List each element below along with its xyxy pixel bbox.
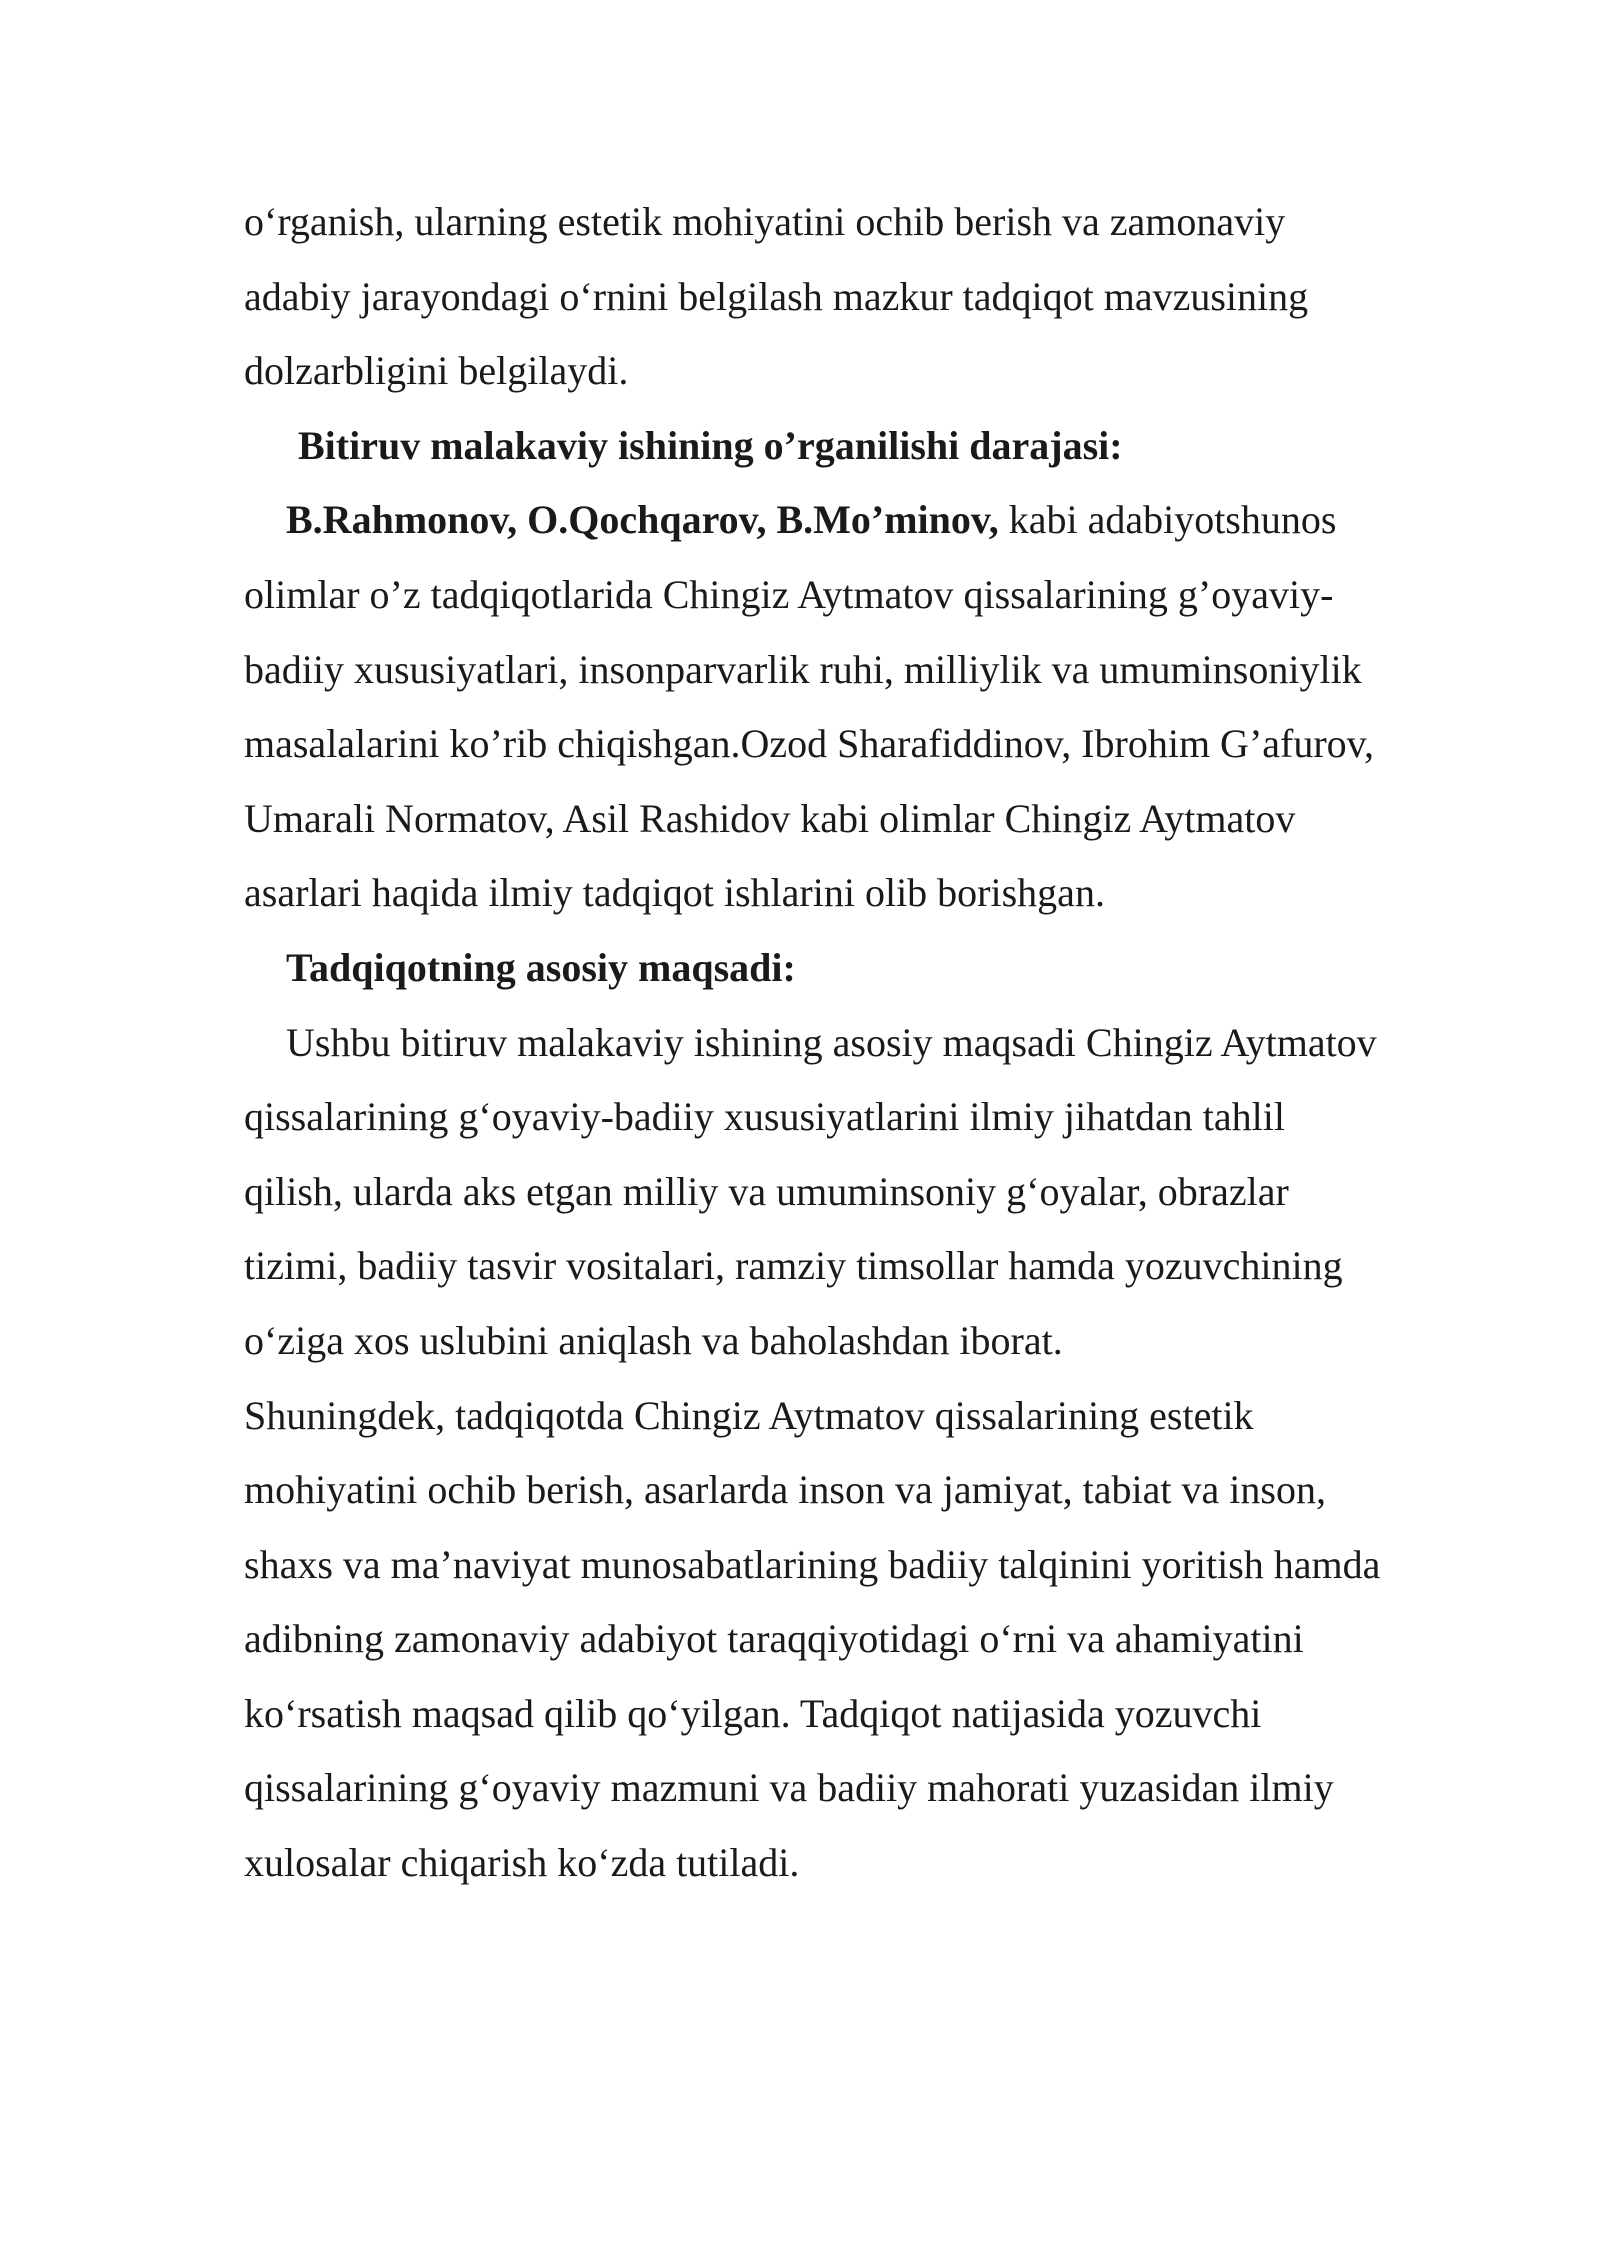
paragraph-scholars: B.Rahmonov, O.Qochqarov, B.Mo’minov, kabi adabiyotshunos olimlar o’z tadqiqotlarida Chingiz Aytmatov qissalarining g’oyaviy- badiiy xususiyatlari, insonparvarlik ruhi, milliylik va umuminsoniylik masalalarini ko’rib chiqishgan.Ozod Sharafiddinov, Ibrohim G’afurov, Umarali Normatov, Asil Rashidov kabi olimlar Chingiz Aytmatov asarlari haqida ilmiy tadqiqot ishlarini olib borishgan. bbox=[244, 497, 1375, 916]
paragraph-intro: o‘rganish, ularning estetik mohiyatini ochib berish va zamonaviy adabiy jarayondagi o‘rnini belgilash mazkur tadqiqot mavzusining dolzarbligini belgilaydi. bbox=[244, 199, 1309, 394]
paragraph-goal: Ushbu bitiruv malakaviy ishining asosiy maqsadi Chingiz Aytmatov qissalarining g‘oyaviy-badiiy xususiyatlarini ilmiy jihatdan tahlil qilish, ularda aks etgan milliy va umuminsoniy g‘oyalar, obrazlar tizimi, badiiy tasvir vositalari, ramziy timsollar hamda yozuvchining o‘ziga xos uslubini aniqlash va baholashdan iborat. bbox=[244, 1019, 1377, 1363]
scholars-names: B.Rahmonov, O.Qochqarov, B.Mo’minov, bbox=[286, 497, 999, 543]
paragraph-additional: Shuningdek, tadqiqotda Chingiz Aytmatov qissalarining estetik mohiyatini ochib berish, asarlarda inson va jamiyat, tabiat va inson, shaxs va ma’naviyat munosabatlarining badiiy talqinini yoritish hamda adibning zamonaviy adabiyot taraqqiyotidagi o‘rni va ahamiyatini ko‘rsatish maqsad qilib qo‘yilgan. Tadqiqot natijasida yozuvchi qissalarining g‘oyaviy mazmuni va badiiy mahorati yuzasidan ilmiy xulosalar chiqarish ko‘zda tutiladi. bbox=[244, 1392, 1381, 1886]
heading-study-level: Bitiruv malakaviy ishining o’rganilishi darajasi: bbox=[298, 422, 1123, 468]
heading-main-goal: Tadqiqotning asosiy maqsadi: bbox=[286, 944, 796, 990]
document-body bbox=[244, 185, 1384, 1901]
